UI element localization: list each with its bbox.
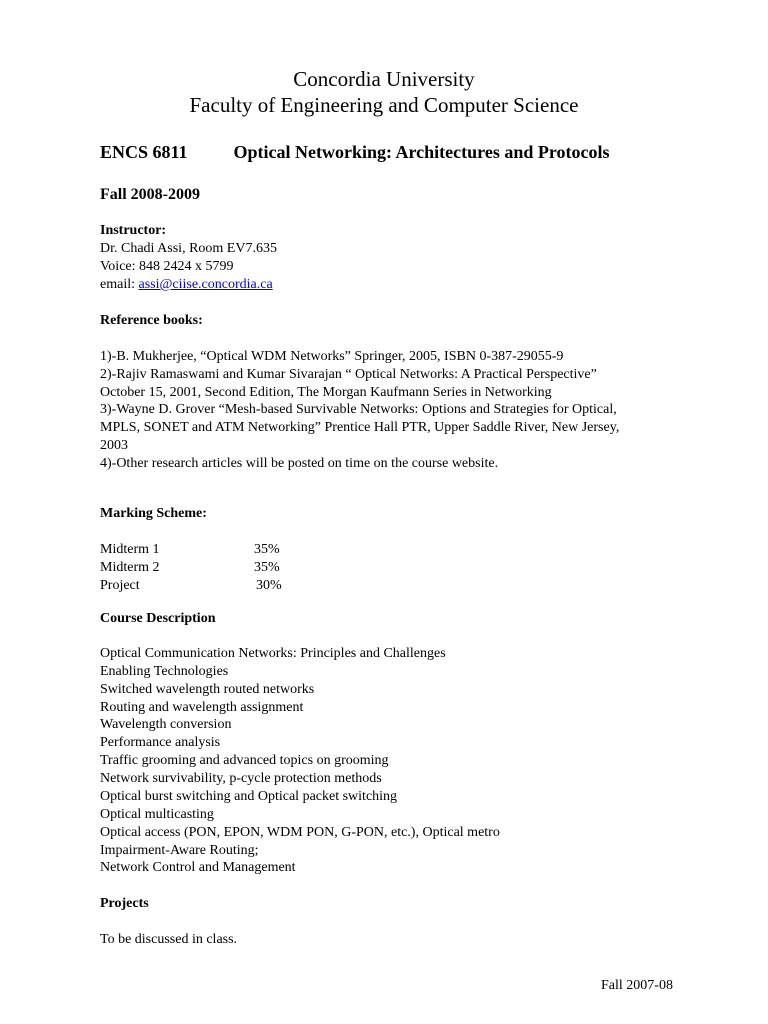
references-heading: Reference books: — [100, 313, 203, 328]
description-item: Traffic grooming and advanced topics on grooming — [100, 753, 389, 768]
marking-value: 30% — [256, 578, 282, 593]
marking-value: 35% — [254, 542, 280, 557]
projects-heading: Projects — [100, 896, 149, 911]
description-item: Routing and wavelength assignment — [100, 700, 304, 715]
reference-line: 2)-Rajiv Ramaswami and Kumar Sivarajan “ Optical Networks: A Practical Perspective” — [100, 367, 597, 382]
marking-value: 35% — [254, 560, 280, 575]
course-code: ENCS 6811 — [100, 142, 188, 162]
page-footer: Fall 2007-08 — [601, 978, 673, 993]
description-item: Optical access (PON, EPON, WDM PON, G-PON, etc.), Optical metro — [100, 825, 500, 840]
description-item: Optical multicasting — [100, 807, 214, 822]
projects-text: To be discussed in class. — [100, 932, 238, 947]
marking-heading: Marking Scheme: — [100, 506, 207, 521]
marking-label: Midterm 2 — [100, 560, 160, 575]
faculty-title: Faculty of Engineering and Computer Science — [189, 93, 579, 117]
course-heading — [100, 142, 610, 163]
reference-line: 4)-Other research articles will be posted on time on the course website. — [100, 456, 499, 471]
instructor-heading: Instructor: — [100, 223, 167, 238]
email-prefix: email: — [100, 277, 139, 292]
reference-line: 2003 — [100, 438, 128, 453]
marking-label: Midterm 1 — [100, 542, 160, 557]
description-item: Switched wavelength routed networks — [100, 682, 315, 697]
marking-row — [100, 541, 280, 559]
description-heading: Course Description — [100, 611, 216, 626]
marking-row — [100, 559, 280, 577]
marking-label: Project — [100, 578, 140, 593]
description-item: Network survivability, p-cycle protection methods — [100, 771, 382, 786]
reference-line: MPLS, SONET and ATM Networking” Prentice Hall PTR, Upper Saddle River, New Jersey, — [100, 420, 620, 435]
email-link[interactable]: assi@ciise.concordia.ca — [138, 277, 273, 292]
reference-line: October 15, 2001, Second Edition, The Morgan Kaufmann Series in Networking — [100, 385, 552, 400]
description-item: Wavelength conversion — [100, 717, 232, 732]
marking-row — [100, 577, 282, 595]
description-item: Optical burst switching and Optical packet switching — [100, 789, 398, 804]
instructor-voice: Voice: 848 2424 x 5799 — [100, 259, 234, 274]
course-title: Optical Networking: Architectures and Protocols — [233, 142, 610, 162]
reference-line: 1)-B. Mukherjee, “Optical WDM Networks” Springer, 2005, ISBN 0-387-29055-9 — [100, 349, 564, 364]
description-item: Network Control and Management — [100, 860, 296, 875]
description-item: Enabling Technologies — [100, 664, 229, 679]
instructor-email-line — [100, 276, 273, 294]
instructor-name-room: Dr. Chadi Assi, Room EV7.635 — [100, 241, 277, 256]
description-item: Optical Communication Networks: Principles and Challenges — [100, 646, 446, 661]
description-item: Performance analysis — [100, 735, 221, 750]
reference-line: 3)-Wayne D. Grover “Mesh-based Survivable Networks: Options and Strategies for Optical, — [100, 402, 617, 417]
university-title: Concordia University — [293, 67, 475, 91]
description-item: Impairment-Aware Routing; — [100, 843, 259, 858]
course-term: Fall 2008-2009 — [100, 186, 200, 203]
